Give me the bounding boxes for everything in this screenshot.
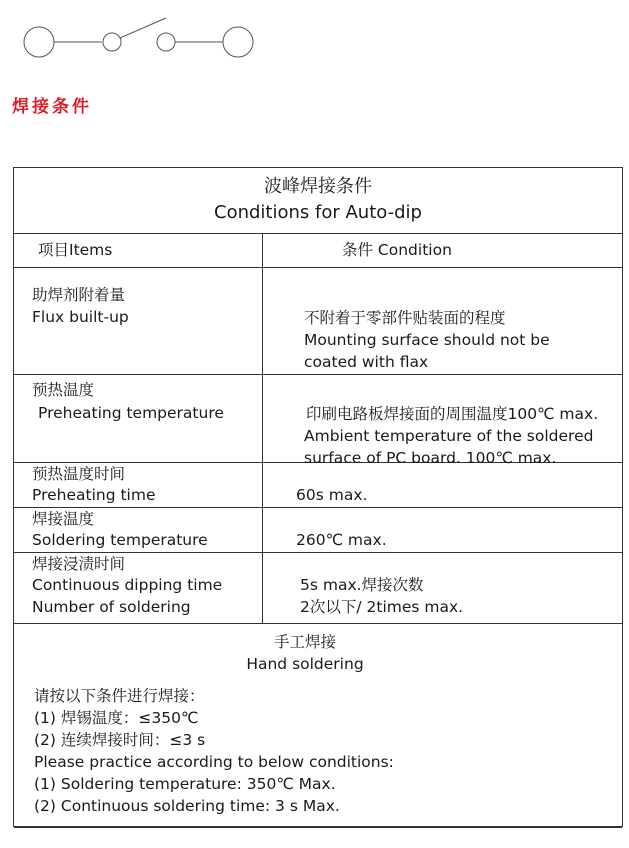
condition-text: Ambient temperature of the soldered	[304, 427, 594, 445]
table-title-row	[14, 168, 622, 234]
item-label-en: Flux built-up	[32, 308, 129, 326]
item-label-en: Preheating time	[32, 486, 156, 504]
hand-soldering-title-en: Hand soldering	[246, 655, 364, 673]
table-title-en: Conditions for Auto-dip	[214, 202, 422, 223]
instruction-line: 请按以下条件进行焊接：	[34, 687, 205, 705]
condition-text: 不附着于零部件贴装面的程度	[304, 309, 506, 327]
table-title-cn: 波峰焊接条件	[264, 176, 372, 197]
table-row	[14, 553, 622, 624]
table-row	[14, 268, 622, 375]
item-label-en: Soldering temperature	[32, 531, 208, 549]
table-row	[14, 375, 622, 467]
column-divider	[262, 234, 263, 624]
column-header-condition: 条件 Condition	[342, 241, 452, 259]
condition-text: coated with flax	[304, 353, 429, 371]
instruction-line: (2) 连续焊接时间：≤3 s	[34, 731, 206, 749]
item-label-en: Continuous dipping time	[32, 576, 223, 594]
column-header-items: 项目Items	[38, 241, 113, 259]
item-label-en: Preheating temperature	[38, 404, 224, 422]
table-row	[14, 508, 622, 553]
soldering-conditions-table	[13, 167, 623, 827]
item-label-cn: 焊接温度	[32, 510, 95, 528]
condition-text: 印刷电路板焊接面的周围温度100℃ max.	[306, 405, 599, 423]
condition-text: 2次以下/ 2times max.	[300, 598, 464, 616]
item-label-cn: 助焊剂附着量	[32, 286, 126, 304]
hand-soldering-section	[14, 624, 622, 828]
instruction-line: (1) 焊锡温度：≤350℃	[34, 709, 199, 727]
condition-text: 260℃ max.	[296, 531, 387, 549]
condition-text: surface of PC board. 100℃ max.	[304, 449, 557, 467]
switch-logo-icon	[18, 14, 262, 62]
instruction-line: Please practice according to below conditions:	[34, 753, 394, 771]
instruction-line: (1) Soldering temperature: 350℃ Max.	[34, 775, 336, 793]
section-title: 焊接条件	[12, 97, 92, 117]
item-label-cn: 预热温度	[32, 381, 95, 399]
condition-text: 60s max.	[296, 486, 368, 504]
item-label-cn: 预热温度时间	[32, 465, 126, 483]
item-label-en: Number of soldering	[32, 598, 191, 616]
table-row	[14, 463, 622, 508]
condition-text: 5s max.焊接次数	[300, 576, 424, 594]
instruction-line: (2) Continuous soldering time: 3 s Max.	[34, 797, 340, 815]
item-label-cn: 焊接浸渍时间	[32, 555, 126, 573]
condition-text: Mounting surface should not be	[304, 331, 550, 349]
table-header-row	[14, 234, 622, 268]
hand-soldering-title-cn: 手工焊接	[273, 633, 336, 651]
